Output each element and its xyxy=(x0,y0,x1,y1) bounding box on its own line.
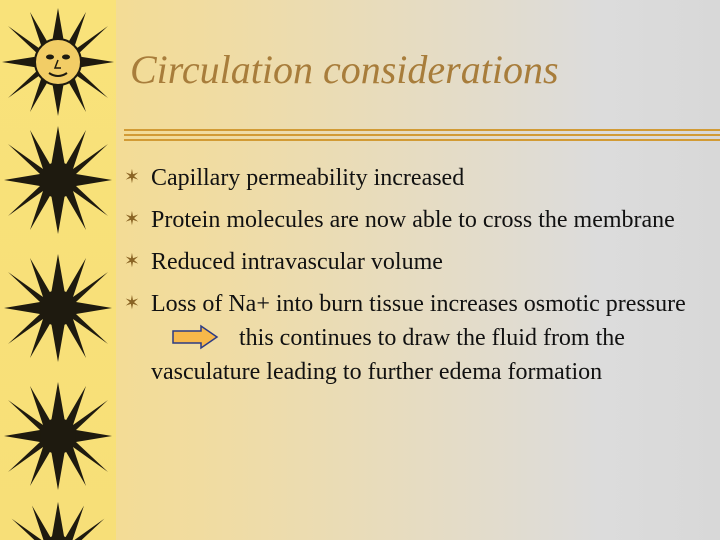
slide-title: Circulation considerations xyxy=(130,47,559,92)
bullet-text: Loss of Na+ into burn tissue increases osmotic pressure xyxy=(151,291,686,317)
sun-icon xyxy=(6,500,110,540)
title-divider-line xyxy=(124,134,720,136)
star-bullet-icon: ✶ xyxy=(124,209,140,230)
bullet-text: Capillary permeability increased xyxy=(151,165,465,191)
sun-icon xyxy=(2,124,114,236)
arrow-right-icon xyxy=(171,324,219,350)
list-item xyxy=(124,203,704,237)
sun-icon xyxy=(2,252,114,364)
title-divider-line xyxy=(124,139,720,141)
star-bullet-icon: ✶ xyxy=(124,293,140,314)
star-bullet-icon: ✶ xyxy=(124,167,140,188)
list-item xyxy=(124,161,704,195)
bullet-list xyxy=(124,161,704,397)
list-item xyxy=(124,287,704,389)
bullet-text: Reduced intravascular volume xyxy=(151,249,443,275)
list-item xyxy=(124,245,704,279)
sun-face-icon xyxy=(0,4,116,120)
bullet-text: Protein molecules are now able to cross the membrane xyxy=(151,207,675,233)
bullet-text: this continues to draw the fluid from the vasculature leading to further edema formation xyxy=(151,325,625,385)
sun-icon xyxy=(2,380,114,492)
title-divider-line xyxy=(124,129,720,131)
star-bullet-icon: ✶ xyxy=(124,251,140,272)
